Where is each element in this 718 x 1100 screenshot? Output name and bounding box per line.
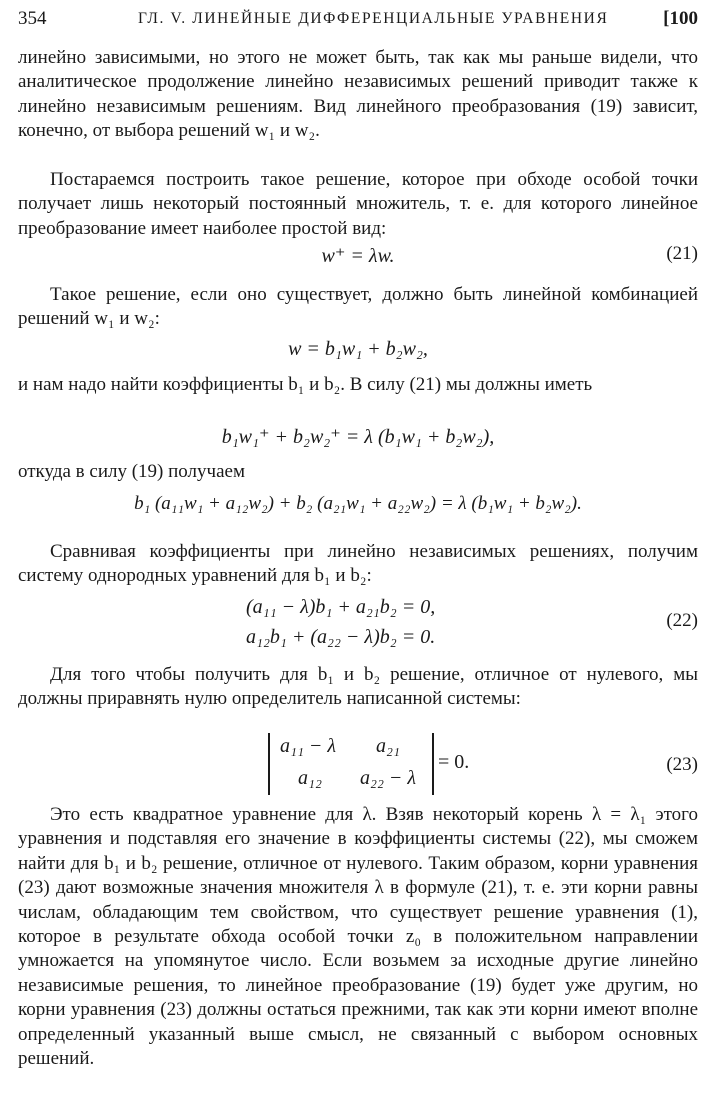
paragraph-7: Для того чтобы получить для b₁ и b₂ решение, отличное от нулевого, мы должны приравнять нулю определитель написанной системы:	[18, 664, 698, 710]
paragraph-6: Сравнивая коэффициенты при линейно независимых решениях, получим систему однородных уравнений для b₁ и b₂:	[18, 541, 698, 587]
chapter-title: ГЛ. V. ЛИНЕЙНЫЕ ДИФФЕРЕНЦИАЛЬНЫЕ УРАВНЕНИЯ	[138, 10, 609, 27]
determinant-left-bar	[268, 733, 270, 795]
determinant-right-bar	[432, 733, 434, 795]
equation-22-system	[246, 592, 435, 652]
equation-21	[18, 243, 698, 268]
equation-22-number: (22)	[666, 610, 698, 631]
equation-23-number: (23)	[666, 754, 698, 775]
equation-combination: w = b₁w₁ + b₂w₂,	[288, 338, 428, 360]
det-rhs: = 0.	[438, 751, 470, 773]
equation-21-number: (21)	[666, 243, 698, 264]
det-a22: a₂₂ − λ	[360, 767, 417, 789]
book-page	[18, 0, 698, 1100]
equation-22-line-2: a₁₂b₁ + (a₂₂ − λ)b₂ = 0.	[246, 626, 436, 648]
paragraph-1: линейно зависимыми, но этого не может быть, так как мы раньше видели, что аналитическое продолжение линейно независимых решений приводит также к линейно независимым решениям. Вид линейного преобразования (19) зависит, конечно, от выбора решений w₁ и w₂.	[18, 47, 698, 142]
equation-21-formula: w⁺ = λw.	[321, 245, 395, 267]
section-number: [100	[663, 8, 698, 29]
det-a11: a₁₁ − λ	[280, 735, 337, 757]
equation-expanded: b₁ (a₁₁w₁ + a₁₂w₂) + b₂ (a₂₁w₁ + a₂₂w₂) = λ (b₁w₁ + b₂w₂).	[134, 493, 582, 514]
det-a21: a₂₁	[376, 735, 400, 757]
paragraph-4: и нам надо найти коэффициенты b₁ и b₂. В силу (21) мы должны иметь	[18, 374, 593, 395]
det-a12: a₁₂	[298, 767, 322, 789]
equation-transform: b₁w₁⁺ + b₂w₂⁺ = λ (b₁w₁ + b₂w₂),	[221, 426, 495, 448]
paragraph-2: Постараемся построить такое решение, которое при обходе особой точки получает лишь некоторый постоянный множитель, т. е. для которого линейное преобразование имеет наиболее простой вид:	[18, 169, 698, 239]
paragraph-3: Такое решение, если оно существует, должно быть линейной комбинацией решений w₁ и w₂:	[18, 284, 698, 330]
paragraph-8: Это есть квадратное уравнение для λ. Взяв некоторый корень λ = λ₁ этого уравнения и подставляя его значение в коэффициенты системы (22), мы сможем найти для b₁ и b₂ решение, отличное от нулевого. Таким образом, корни уравнения (23) дают возможные значения множителя λ в формуле (21), т. е. эти корни равны числам, обладающим тем свойством, что существует решение уравнения (1), которое в результате обхода особой точки z₀ в положительном направлении умножается на упомянутое число. Если возьмем за исходные другие линейно независимые решения, то линейное преобразование (19) будет уже другим, но корни уравнения (23) должны остаться прежними, так как эти корни имеют вполне определенный указанный выше смысл, не связанный с выбором основных решений.	[18, 804, 698, 1070]
equation-23-determinant	[248, 733, 488, 795]
page-number: 354	[18, 8, 47, 29]
equation-22-line-1: (a₁₁ − λ)b₁ + a₂₁b₂ = 0,	[246, 596, 436, 618]
running-header	[18, 8, 698, 36]
paragraph-5: откуда в силу (19) получаем	[18, 461, 245, 482]
